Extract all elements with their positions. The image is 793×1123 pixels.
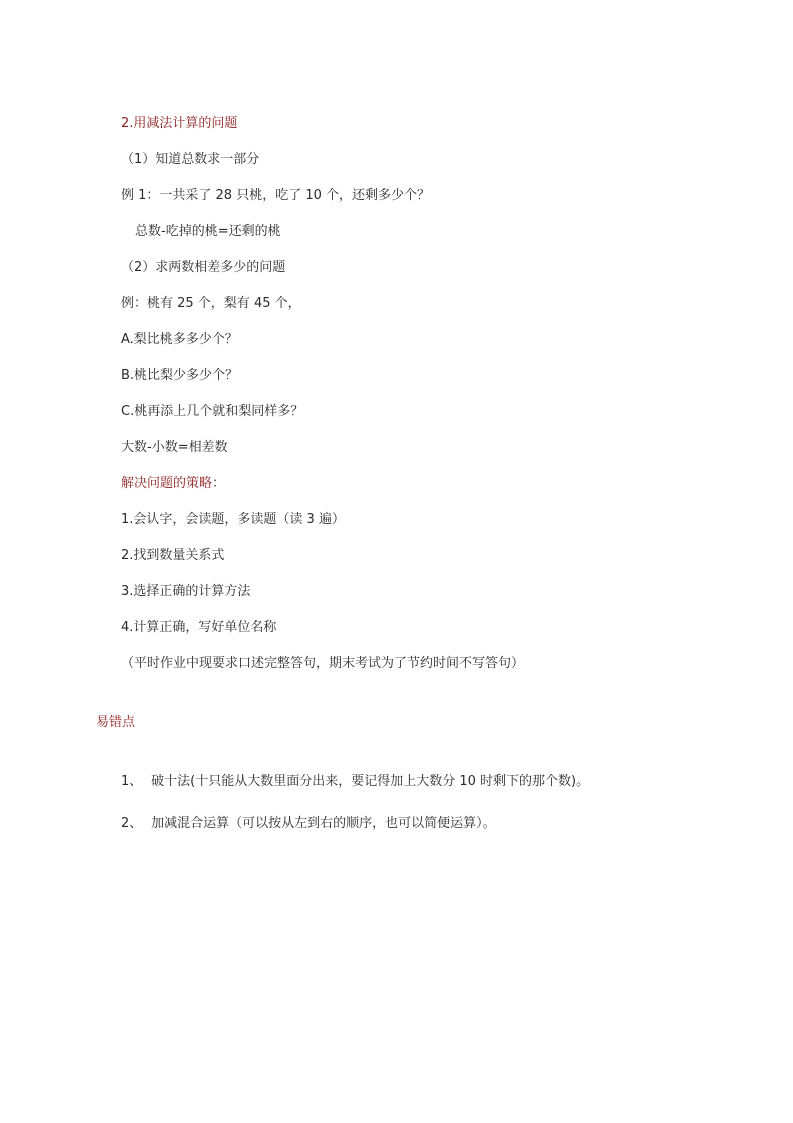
- subheading-part-of-total: （1）知道总数求一部分: [121, 152, 260, 167]
- strategy-item-3: 3.选择正确的计算方法: [121, 584, 251, 599]
- example-1: 例 1：一共采了 28 只桃，吃了 10 个，还剩多少个？: [121, 188, 431, 203]
- example-2: 例：桃有 25 个，梨有 45 个，: [121, 296, 301, 311]
- question-b: B.桃比梨少多少个？: [121, 368, 239, 383]
- strategy-heading-line: [121, 475, 225, 493]
- formula-remaining-peaches: 总数-吃掉的桃=还剩的桃: [135, 224, 281, 239]
- strategy-note: （平时作业中现要求口述完整答句，期末考试为了节约时间不写答句）: [121, 656, 525, 671]
- strategy-item-4: 4.计算正确，写好单位名称: [121, 620, 277, 635]
- mistake-item-2: [121, 815, 496, 833]
- mistake-item-number: 2、: [121, 816, 143, 831]
- formula-difference: 大数-小数=相差数: [121, 440, 228, 455]
- mistake-item-number: 1、: [121, 774, 143, 789]
- section-heading-subtraction: 2.用减法计算的问题: [121, 116, 238, 131]
- question-c: C.桃再添上几个就和梨同样多？: [121, 404, 304, 419]
- question-a: A.梨比桃多多少个？: [121, 332, 238, 347]
- mistake-item-text: 破十法(十只能从大数里面分出来，要记得加上大数分 10 时剩下的那个数)。: [151, 774, 590, 789]
- strategy-item-2: 2.找到数量关系式: [121, 548, 225, 563]
- mistake-item-text: 加减混合运算（可以按从左到右的顺序，也可以简便运算）。: [151, 816, 496, 831]
- subheading-difference: （2）求两数相差多少的问题: [121, 260, 286, 275]
- strategy-item-1: 1.会认字，会读题，多读题（读 3 遍）: [121, 512, 345, 527]
- mistakes-heading: 易错点: [96, 715, 136, 730]
- mistake-item-1: [121, 773, 589, 791]
- strategy-heading: 解决问题的策略: [121, 476, 213, 491]
- strategy-heading-colon: ：: [212, 476, 226, 491]
